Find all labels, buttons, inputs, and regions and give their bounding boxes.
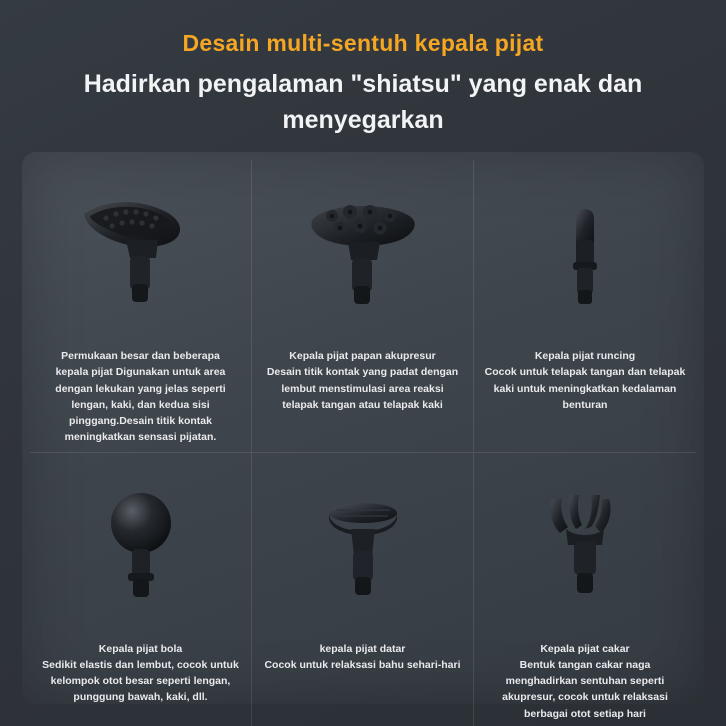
acupressure-plate-head-icon — [288, 184, 438, 334]
page-header — [0, 0, 726, 138]
attachment-body: Desain titik kontak yang padat dengan lembut menstimulasi area reaksi telapak tangan atau telapak kaki — [266, 366, 459, 411]
accent-title: Desain multi-sentuh kepala pijat — [182, 30, 544, 56]
attachment-title: Kepala pijat cakar — [540, 642, 630, 655]
attachment-caption — [264, 641, 460, 674]
attachment-item — [252, 160, 474, 453]
attachment-title: kepala pijat datar — [319, 642, 406, 655]
attachment-title: Kepala pijat bola — [98, 642, 183, 655]
attachment-body: Cocok untuk telapak tangan dan telapak kaki untuk meningkatkan kedalaman benturan — [484, 366, 686, 411]
attachment-title: Permukaan besar dan beberapa — [61, 350, 220, 362]
page-title: Hadirkan pengalaman "shiatsu" yang enak dan menyegarkan — [83, 70, 643, 134]
attachment-body: Cocok untuk relaksasi bahu sehari-hari — [264, 658, 461, 671]
attachment-caption — [262, 348, 463, 413]
attachments-grid — [30, 160, 696, 720]
attachment-title: Kepala pijat runcing — [534, 350, 636, 362]
flat-head-icon — [288, 477, 438, 627]
ball-head-icon — [66, 477, 216, 627]
attachment-title: Kepala pijat papan akupresur — [289, 350, 436, 362]
attachment-caption — [484, 641, 686, 722]
attachment-item — [252, 453, 474, 726]
attachment-item — [474, 160, 696, 453]
attachment-caption — [484, 348, 686, 413]
attachment-item — [474, 453, 696, 726]
bullet-head-icon — [510, 184, 660, 334]
attachment-caption — [40, 348, 241, 446]
attachment-item — [30, 160, 252, 453]
attachment-body: Sedikit elastis dan lembut, cocok untuk kelompok otot besar seperti lengan, punggung bawah, kaki, dll. — [42, 658, 239, 704]
wave-massage-head-icon — [66, 184, 216, 334]
attachment-caption — [40, 641, 241, 706]
claw-head-icon — [510, 477, 660, 627]
attachment-item — [30, 453, 252, 726]
attachment-body: Bentuk tangan cakar naga menghadirkan sentuhan seperti akupresur, cocok untuk relaksasi berbagai otot setiap hari — [502, 658, 668, 720]
attachments-panel — [22, 152, 704, 720]
attachment-body: kepala pijat Digunakan untuk area dengan lekukan yang jelas seperti lengan, kaki, dan kedua sisi pinggang.Desain titik kontak meningkatkan sensasi pijatan. — [55, 366, 226, 444]
